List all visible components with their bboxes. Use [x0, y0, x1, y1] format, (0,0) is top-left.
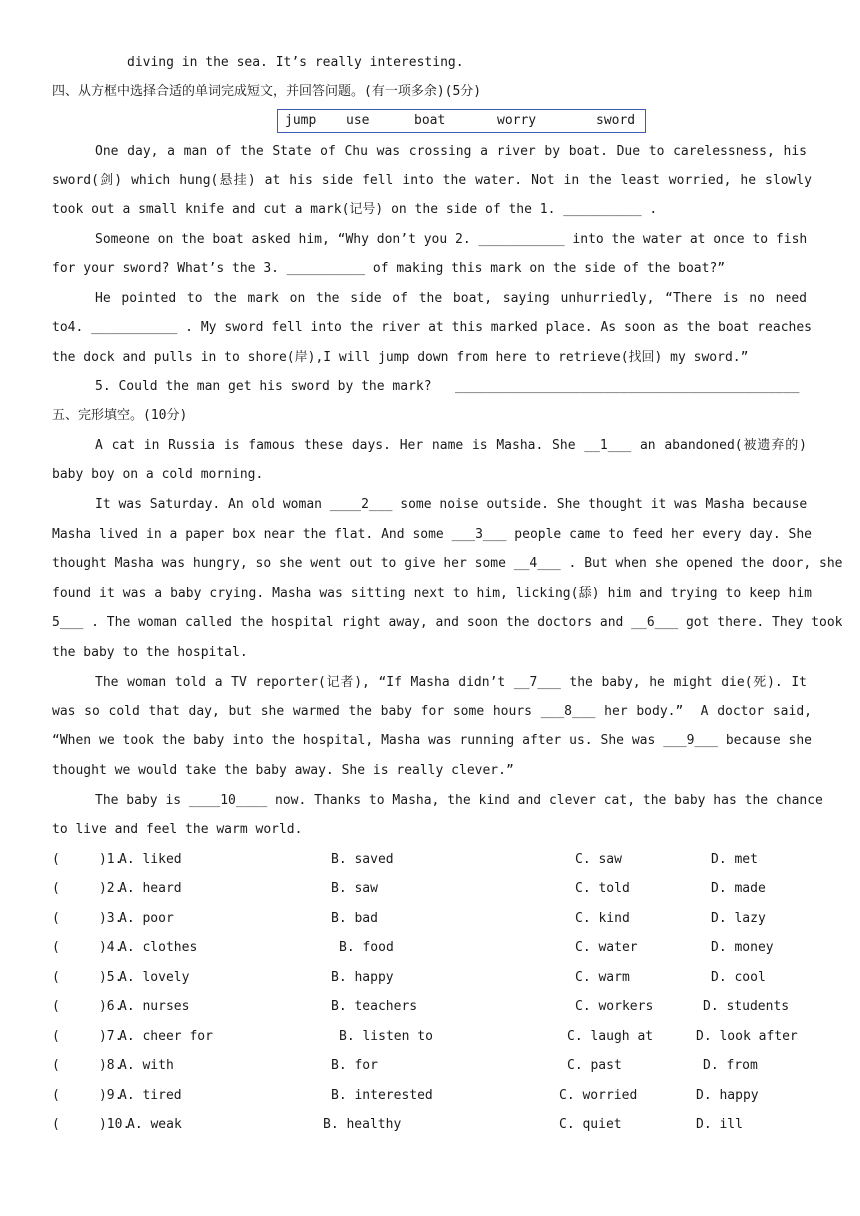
- text-line: The woman told a TV reporter(记者), “If Masha didn’t __7___ the baby, he might die(死). It: [95, 675, 807, 690]
- word-box: [277, 109, 646, 133]
- option-b: B. interested: [331, 1088, 433, 1103]
- option-d: D. made: [711, 881, 766, 896]
- text-line: thought Masha was hungry, so she went out to give her some __4___ . But when she opened the door, she: [52, 556, 843, 571]
- option-b: B. for: [331, 1058, 378, 1073]
- word-box-item: use: [346, 113, 370, 128]
- option-c: C. worried: [559, 1088, 638, 1103]
- option-a: A. nurses: [119, 999, 190, 1014]
- text-line: to4. ___________ . My sword fell into the river at this marked place. As soon as the boat reaches: [52, 320, 812, 335]
- question-number: ( )8.: [52, 1058, 123, 1073]
- option-a: A. tired: [119, 1088, 182, 1103]
- section-heading-5: 五、完形填空。(10分): [52, 408, 188, 423]
- option-d: D. lazy: [711, 911, 766, 926]
- option-c: C. quiet: [559, 1117, 622, 1132]
- question-number: ( )7.: [52, 1029, 123, 1044]
- option-b: B. saw: [331, 881, 378, 896]
- option-c: C. past: [567, 1058, 622, 1073]
- text-line: diving in the sea. It’s really interesting.: [127, 55, 464, 70]
- text-line: “When we took the baby into the hospital, Masha was running after us. She was ___9___ because she: [52, 733, 812, 748]
- option-b: B. teachers: [331, 999, 418, 1014]
- text-line: He pointed to the mark on the side of the boat, saying unhurriedly, “There is no need: [95, 291, 807, 306]
- option-d: D. money: [711, 940, 774, 955]
- text-line: thought we would take the baby away. She is really clever.”: [52, 763, 514, 778]
- question-5: 5. Could the man get his sword by the mark? ____________________________________________: [95, 379, 800, 394]
- option-c: C. water: [575, 940, 638, 955]
- option-b: B. food: [339, 940, 394, 955]
- question-number: ( )3.: [52, 911, 123, 926]
- question-number: ( )5.: [52, 970, 123, 985]
- text-line: for your sword? What’s the 3. __________ of making this mark on the side of the boat?”: [52, 261, 726, 276]
- text-line: to live and feel the warm world.: [52, 822, 303, 837]
- option-d: D. met: [711, 852, 758, 867]
- option-c: C. kind: [575, 911, 630, 926]
- text-line: took out a small knife and cut a mark(记号) on the side of the 1. __________ .: [52, 202, 658, 217]
- text-line: It was Saturday. An old woman ____2___ some noise outside. She thought it was Masha because: [95, 497, 808, 512]
- question-number: ( )2.: [52, 881, 123, 896]
- text-line: the baby to the hospital.: [52, 645, 248, 660]
- option-a: A. cheer for: [119, 1029, 213, 1044]
- option-b: B. saved: [331, 852, 394, 867]
- option-d: D. students: [703, 999, 790, 1014]
- option-d: D. cool: [711, 970, 766, 985]
- option-a: A. weak: [127, 1117, 182, 1132]
- option-d: D. from: [703, 1058, 758, 1073]
- text-line: found it was a baby crying. Masha was sitting next to him, licking(舔) him and trying to keep him: [52, 586, 812, 601]
- text-line: the dock and pulls in to shore(岸),I will jump down from here to retrieve(找回) my sword.”: [52, 350, 749, 365]
- text-line: Someone on the boat asked him, “Why don’t you 2. ___________ into the water at once to fish: [95, 232, 808, 247]
- option-c: C. told: [575, 881, 630, 896]
- option-a: A. poor: [119, 911, 174, 926]
- question-number: ( )4.: [52, 940, 123, 955]
- option-b: B. listen to: [339, 1029, 433, 1044]
- word-box-item: boat: [414, 113, 446, 128]
- option-c: C. warm: [575, 970, 630, 985]
- question-number: ( )6.: [52, 999, 123, 1014]
- option-b: B. healthy: [323, 1117, 402, 1132]
- option-c: C. workers: [575, 999, 654, 1014]
- text-line: 5___ . The woman called the hospital right away, and soon the doctors and __6___ got there. They took: [52, 615, 843, 630]
- word-box-item: jump: [285, 113, 317, 128]
- option-a: A. heard: [119, 881, 182, 896]
- text-line: Masha lived in a paper box near the flat. And some ___3___ people came to feed her every day. She: [52, 527, 812, 542]
- text-line: baby boy on a cold morning.: [52, 467, 264, 482]
- question-number: ( )9.: [52, 1088, 123, 1103]
- text-line: sword(剑) which hung(悬挂) at his side fell into the water. Not in the least worried, he slowly: [52, 173, 812, 188]
- text-line: A cat in Russia is famous these days. Her name is Masha. She __1___ an abandoned(被遗弃的): [95, 438, 807, 453]
- option-b: B. happy: [331, 970, 394, 985]
- option-d: D. happy: [696, 1088, 759, 1103]
- option-c: C. laugh at: [567, 1029, 654, 1044]
- option-d: D. ill: [696, 1117, 743, 1132]
- question-number: ( )1.: [52, 852, 123, 867]
- option-d: D. look after: [696, 1029, 798, 1044]
- text-line: The baby is ____10____ now. Thanks to Masha, the kind and clever cat, the baby has the chance: [95, 793, 823, 808]
- text-line: was so cold that day, but she warmed the baby for some hours ___8___ her body.” A doctor said,: [52, 704, 812, 719]
- option-a: A. with: [119, 1058, 174, 1073]
- question-number: ( )10.: [52, 1117, 131, 1132]
- text-line: One day, a man of the State of Chu was crossing a river by boat. Due to carelessness, his: [95, 144, 807, 159]
- word-box-item: worry: [497, 113, 537, 128]
- option-a: A. lovely: [119, 970, 190, 985]
- option-b: B. bad: [331, 911, 378, 926]
- word-box-item: sword: [596, 113, 636, 128]
- option-c: C. saw: [575, 852, 622, 867]
- option-a: A. clothes: [119, 940, 198, 955]
- option-a: A. liked: [119, 852, 182, 867]
- section-heading-4: 四、从方框中选择合适的单词完成短文，并回答问题。(有一项多余)(5分): [52, 84, 482, 99]
